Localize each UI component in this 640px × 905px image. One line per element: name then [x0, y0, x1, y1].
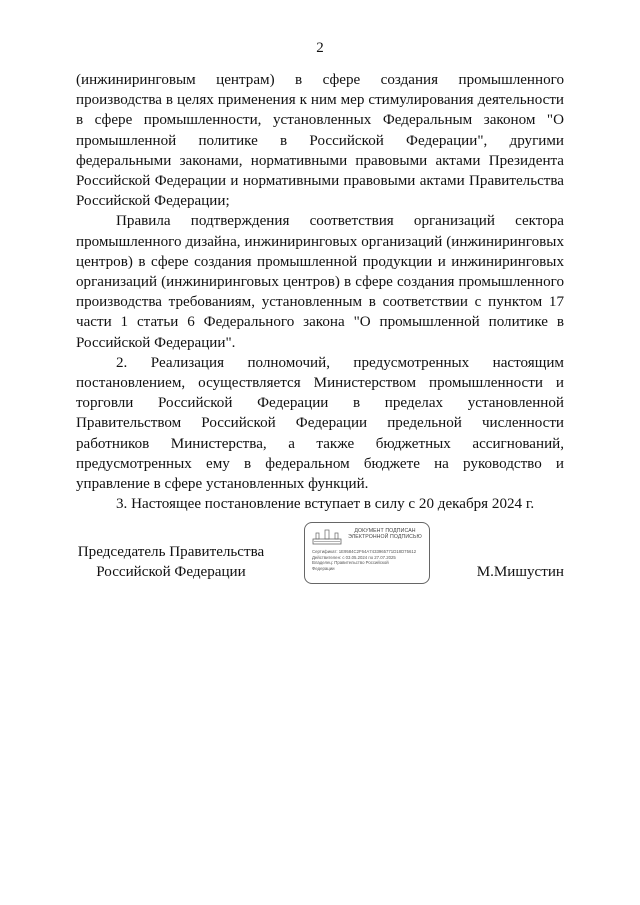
document-body — [76, 70, 564, 514]
stamp-header-line-1: ДОКУМЕНТ ПОДПИСАН — [354, 528, 416, 534]
electronic-signature-stamp — [304, 522, 430, 584]
paragraph-item-3: 3. Настоящее постановление вступает в силу с 20 декабря 2024 г. — [116, 496, 535, 513]
page-number: 2 — [316, 40, 324, 56]
paragraph-continuation: (инжиниринговым центрам) в сфере создания промышленного производства в целях применения к ним мер стимулирования деятельности в сфере промышленности, установленных Федеральным законом "О промышленной политике в Российской Федерации", другими федеральными законами, нормативными правовыми актами Президента Российской Федерации и нормативными правовыми актами Правительства Российской Федерации; — [76, 72, 564, 210]
paragraph-rules: Правила подтверждения соответствия организаций сектора промышленного дизайна, инжиниринговых организаций (инжиниринговых центров) в сфере создания промышленной продукции и инжиниринговых организаций (инжиниринговых центров) в сфере создания промышленного производства требованиям, установленным в соответствии с пунктом 17 части 1 статьи 6 Федерального закона "О промышленной политике в Российской Федерации". — [76, 213, 564, 351]
stamp-owner-line-1: Владелец: Правительство Российской — [312, 560, 389, 566]
stamp-details — [312, 549, 424, 571]
signature-block — [76, 520, 564, 590]
stamp-header-line-2: ЭЛЕКТРОННОЙ ПОДПИСЬЮ — [348, 534, 422, 541]
stamp-certificate: Сертификат: 1E9584C2F64A7433965771D18D75612 — [312, 549, 417, 554]
signer-title-line-1: Председатель Правительства — [77, 544, 265, 560]
coat-of-arms-icon — [312, 529, 342, 545]
signer-title-line-2: Российской Федерации — [96, 564, 246, 580]
stamp-header — [345, 528, 425, 540]
signer-name: М.Мишустин — [476, 564, 564, 580]
signer-title — [76, 542, 266, 582]
stamp-validity: Действителен: с 03.05.2024 по 27.07.2025 — [312, 554, 396, 560]
paragraph-item-2: 2. Реализация полномочий, предусмотренных настоящим постановлением, осуществляется Министерством промышленности и торговли Российской Федерации в пределах установленной Правительством Российской Федерации предельной численности работников Министерства, а также бюджетных ассигнований, предусмотренных ему в федеральном бюджете на руководство и управление в сфере установленных функций. — [76, 354, 564, 493]
stamp-owner-line-2: Федерации — [312, 565, 335, 571]
